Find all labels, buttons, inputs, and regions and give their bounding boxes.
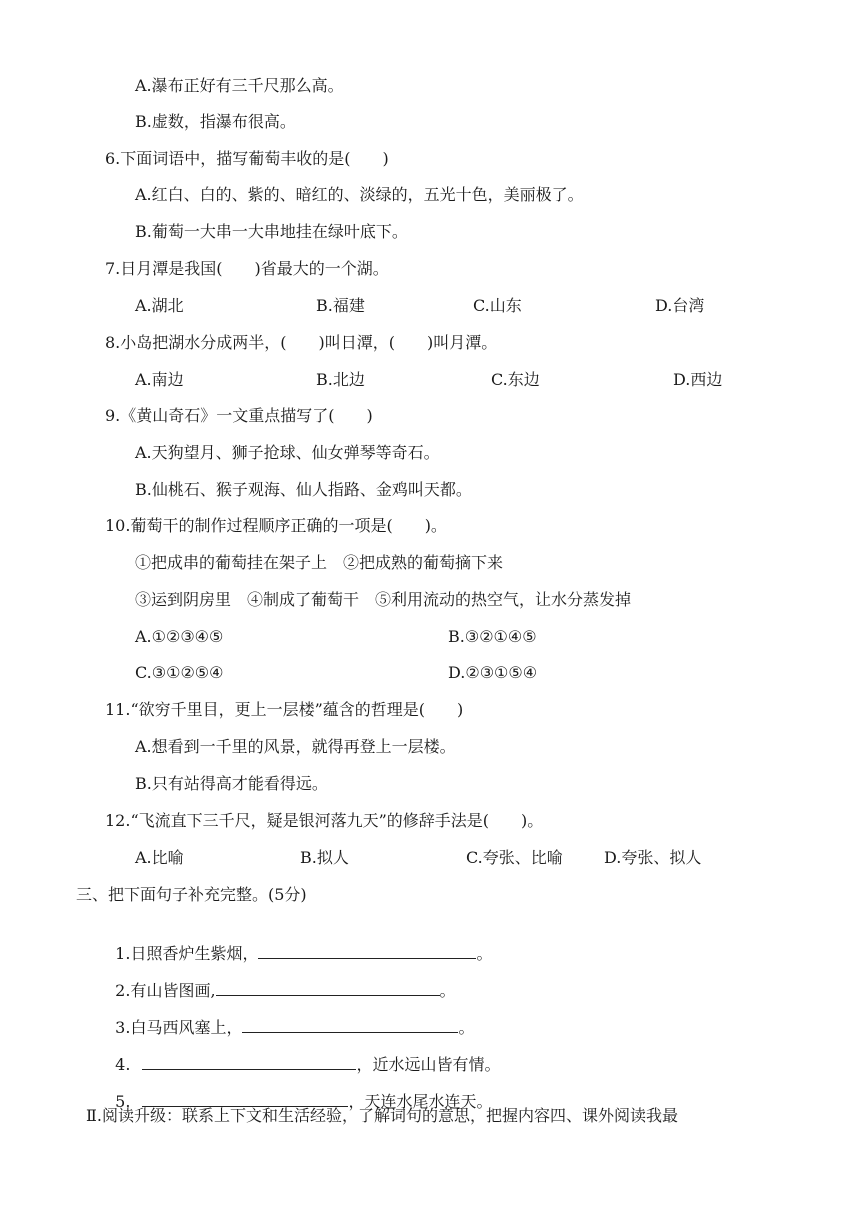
q7-option-b: B.福建: [316, 296, 365, 315]
q10-option-a: A.①②③④⑤: [135, 627, 224, 646]
fill-item-2-suffix: 。: [439, 981, 456, 1000]
q7-stem: 7.日月潭是我国( )省最大的一个湖。: [105, 259, 389, 278]
section-3-title: 三、把下面句子补充完整。(5分): [76, 885, 307, 904]
fill-blank-4[interactable]: [142, 1053, 356, 1070]
fill-item-4: [105, 1033, 500, 1075]
fill-blank-3[interactable]: [242, 1016, 458, 1033]
q8-stem: 8.小岛把湖水分成两半，( )叫日潭，( )叫月潭。: [105, 333, 498, 352]
fill-item-2-prefix: 2.有山皆图画,: [115, 981, 216, 1000]
fill-blank-5[interactable]: [142, 1090, 348, 1107]
q10-steps-line-1: ①把成串的葡萄挂在架子上 ②把成熟的葡萄摘下来: [135, 553, 504, 572]
q5-option-b: B.虚数，指瀑布很高。: [135, 112, 296, 131]
q7-option-a: A.湖北: [135, 296, 184, 315]
q7-option-c: C.山东: [473, 296, 522, 315]
q10-option-c: C.③①②⑤④: [135, 663, 224, 682]
q9-option-a: A.天狗望月、狮子抢球、仙女弹琴等奇石。: [135, 443, 440, 462]
fill-item-3-suffix: 。: [458, 1018, 475, 1037]
fill-item-4-suffix: ，近水远山皆有情。: [356, 1055, 501, 1074]
q12-option-b: B.拟人: [300, 848, 349, 867]
q12-option-a: A.比喻: [135, 848, 184, 867]
fill-item-1-suffix: 。: [476, 944, 493, 963]
q6-stem: 6.下面词语中，描写葡萄丰收的是( ): [105, 149, 389, 168]
q10-stem: 10.葡萄干的制作过程顺序正确的一项是( )。: [105, 516, 447, 535]
q7-option-d: D.台湾: [655, 296, 705, 315]
fill-item-1-prefix: 1.日照香炉生紫烟，: [115, 944, 259, 963]
q5-option-a: A.瀑布正好有三千尺那么高。: [135, 76, 344, 95]
q11-option-b: B.只有站得高才能看得远。: [135, 774, 328, 793]
q8-option-c: C.东边: [491, 370, 540, 389]
q9-option-b: B.仙桃石、猴子观海、仙人指路、金鸡叫天都。: [135, 480, 472, 499]
q12-option-d: D.夸张、拟人: [604, 848, 702, 867]
q10-option-b: B.③②①④⑤: [448, 627, 537, 646]
fill-item-1: [105, 922, 492, 964]
q12-stem: 12.“飞流直下三千尺，疑是银河落九天”的修辞手法是( )。: [105, 811, 544, 830]
q10-option-d: D.②③①⑤④: [448, 663, 538, 682]
fill-blank-1[interactable]: [258, 942, 476, 959]
q10-steps-line-2: ③运到阴房里 ④制成了葡萄干 ⑤利用流动的热空气，让水分蒸发掉: [135, 590, 632, 609]
q8-option-a: A.南边: [135, 370, 184, 389]
fill-item-3: [105, 996, 474, 1038]
q11-option-a: A.想看到一千里的风景，就得再登上一层楼。: [135, 737, 456, 756]
q9-stem: 9.《黄山奇石》一文重点描写了( ): [105, 406, 373, 425]
fill-item-5-prefix: 5.: [115, 1092, 131, 1111]
reading-upgrade-line: Ⅱ.阅读升级：联系上下文和生活经验，了解词句的意思，把握内容四、课外阅读我最: [86, 1106, 678, 1125]
fill-item-5-suffix: ，天连水尾水连天。: [348, 1092, 493, 1111]
fill-item-4-prefix: 4.: [115, 1055, 131, 1074]
q12-option-c: C.夸张、比喻: [466, 848, 563, 867]
q8-option-b: B.北边: [316, 370, 365, 389]
q8-option-d: D.西边: [673, 370, 723, 389]
fill-item-3-prefix: 3.白马西风塞上，: [115, 1018, 243, 1037]
q6-option-a: A.红白、白的、紫的、暗红的、淡绿的，五光十色，美丽极了。: [135, 185, 584, 204]
fill-blank-2[interactable]: [216, 979, 440, 996]
fill-item-2: [105, 959, 456, 1001]
q6-option-b: B.葡萄一大串一大串地挂在绿叶底下。: [135, 222, 408, 241]
q11-stem: 11.“欲穷千里目，更上一层楼”蕴含的哲理是( ): [105, 700, 464, 719]
